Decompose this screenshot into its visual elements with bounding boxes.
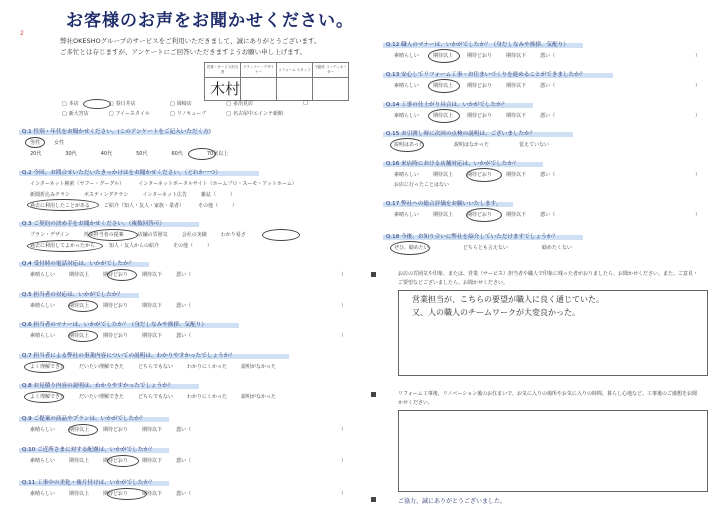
option[interactable]: 期待以上: [69, 333, 90, 339]
option[interactable]: ご紹介（知人・友人・家族・業者）: [104, 203, 185, 209]
option[interactable]: 期待以下: [142, 333, 163, 339]
question-q5: Q.5 担当者の対応は、いかがでしたか？: [22, 290, 123, 298]
comment-2-box[interactable]: [398, 410, 708, 492]
option[interactable]: 期待どおり: [103, 491, 129, 497]
answer-circle: [27, 240, 103, 252]
answer-circle: [466, 168, 502, 182]
staff-cell[interactable]: [277, 78, 313, 101]
option[interactable]: 悪い（: [540, 113, 556, 119]
answer-row: [30, 363, 290, 370]
intro-line-2: ご多忙とは存じますが、アンケートにご回答いただきますようお願い申し上げます。: [60, 48, 307, 56]
option[interactable]: 悪い（: [176, 427, 192, 433]
option[interactable]: ）: [695, 212, 701, 218]
comment-bullet: [371, 392, 376, 397]
answer-circle: [24, 361, 64, 373]
footer-bullet: [371, 497, 376, 502]
answer-row: [30, 393, 290, 400]
question-q18: Q.18 今後、お知り合いに弊社を紹介していただけますでしょうか？: [386, 232, 558, 240]
question-q16: Q.16 来店時における店舗対応は、いかがでしたか？: [386, 159, 519, 167]
option[interactable]: 説明はなかった: [453, 142, 489, 148]
option[interactable]: ）: [341, 272, 347, 278]
staff-header-planner: プランナー・デザイナー: [241, 63, 277, 78]
answer-row: [30, 457, 360, 464]
branch-option[interactable]: □ リノキューブ: [170, 110, 218, 117]
option[interactable]: ）: [695, 83, 701, 89]
answer-circle: [390, 138, 424, 152]
option[interactable]: お店に行ったことはない: [394, 182, 450, 188]
option[interactable]: 期待以下: [142, 303, 163, 309]
option[interactable]: ）: [341, 427, 347, 433]
option[interactable]: 期待以上: [69, 272, 90, 278]
question-q7: Q.7 担当者による弊社の事業内容についての説明は、わかりやすかったでしょうか？: [22, 351, 235, 359]
option[interactable]: 悪い（: [176, 491, 192, 497]
option[interactable]: ぜひ、勧めたい: [394, 245, 429, 251]
option[interactable]: 60代: [171, 151, 183, 157]
option[interactable]: 20代: [30, 151, 42, 157]
option[interactable]: その他（: [198, 203, 219, 209]
staff-cell[interactable]: [241, 78, 277, 101]
option[interactable]: 期待どおり: [467, 212, 493, 218]
branch-option[interactable]: □ 多治見店: [226, 100, 295, 107]
option[interactable]: 70代以上: [206, 151, 229, 157]
option[interactable]: その他（: [173, 243, 194, 249]
option[interactable]: 覚えていない: [518, 142, 549, 148]
option[interactable]: 期待以上: [433, 172, 454, 178]
option[interactable]: 期待以上: [69, 491, 90, 497]
option[interactable]: 悪い（: [540, 53, 556, 59]
option[interactable]: 悪い（: [176, 333, 192, 339]
answer-circle: [107, 269, 137, 281]
comment-bullet: [371, 272, 376, 277]
question-q17: Q.17 弊社への総合評価をお願いいたします。: [386, 199, 501, 207]
branch-option[interactable]: □ アイースタイル: [109, 110, 162, 117]
option[interactable]: 悪い（: [540, 83, 556, 89]
option[interactable]: 30代: [65, 151, 77, 157]
option[interactable]: 期待以上: [433, 113, 454, 119]
option[interactable]: ）: [207, 243, 213, 249]
option[interactable]: ）: [341, 303, 347, 309]
option[interactable]: 素晴らしい: [394, 113, 420, 119]
staff-header-sales: 営業・サービス担当者: [205, 63, 241, 78]
option[interactable]: 知人・友人からの紹介: [109, 243, 160, 249]
branch-option[interactable]: □ 岡崎店: [170, 100, 218, 107]
answer-circle: [107, 488, 147, 500]
question-q1: Q.1 性別・年代をお聞かせください。(このアンケートをご記入いただく方): [22, 127, 211, 135]
option[interactable]: 期待どおり: [467, 172, 493, 178]
answer-circle: [27, 199, 99, 211]
option[interactable]: 勧めたくない: [541, 245, 572, 251]
option[interactable]: 素晴らしい: [394, 83, 420, 89]
option[interactable]: ）: [341, 491, 347, 497]
handwritten-staff-name: 木村: [210, 80, 241, 98]
option[interactable]: 期待どおり: [103, 333, 129, 339]
option[interactable]: ）: [232, 203, 238, 209]
answer-circle: [68, 300, 98, 312]
option[interactable]: 素晴らしい: [30, 458, 56, 464]
answer-circle: [25, 137, 45, 148]
option[interactable]: 50代: [136, 151, 148, 157]
option[interactable]: 期待どおり: [103, 458, 129, 464]
option[interactable]: 過去に利用してよかったから: [30, 243, 96, 249]
option[interactable]: 40代: [100, 151, 113, 157]
option[interactable]: わかりにくかった: [186, 364, 227, 370]
question-q4: Q.4 受付時の電話対応は、いかがでしたか？: [22, 259, 134, 267]
staff-header-reform: リフォーム スタッフ: [277, 63, 313, 78]
answer-circle: [88, 229, 138, 241]
question-q2: Q.2 今回、お問合せいただいたきっかけはをお聞かせください。（どれか一つ）: [22, 168, 221, 176]
intro-line-1: 弊社OKESHOグループのサービスをご利用いただきまして、誠にありがとうございます。: [60, 37, 321, 45]
option[interactable]: 営業担当者の提案: [83, 232, 124, 238]
option[interactable]: 期待以下: [506, 212, 527, 218]
option[interactable]: 期待どおり: [467, 83, 493, 89]
option[interactable]: 期待以上: [433, 83, 454, 89]
comment-1-handwriting-1: 営業担当が、こちらの要望が職人に良く通じていた。: [412, 295, 604, 304]
option[interactable]: 期待以下: [142, 427, 163, 433]
option[interactable]: ポスティングチラシ: [84, 192, 129, 198]
option[interactable]: 期待どおり: [103, 303, 129, 309]
option[interactable]: 素晴らしい: [30, 272, 56, 278]
option[interactable]: 期待どおり: [103, 427, 129, 433]
option[interactable]: 期待どおり: [467, 53, 493, 59]
option[interactable]: どちらでもない: [138, 364, 173, 370]
option[interactable]: 会社の実績: [181, 232, 207, 238]
option[interactable]: 期待以上: [69, 458, 90, 464]
answer-circle: [107, 455, 139, 467]
option[interactable]: よく理解できた: [30, 364, 66, 370]
option[interactable]: 過去に利用したことがある: [30, 203, 91, 209]
question-q10: Q.10 ご近所さまに対する配慮は、いかがでしたか？: [22, 445, 155, 453]
option[interactable]: どちらでもない: [138, 394, 173, 400]
option[interactable]: 悪い（: [176, 303, 192, 309]
option[interactable]: インターネット検索（ヤフー・グーグル）: [30, 181, 125, 187]
answer-row: [30, 490, 360, 497]
option[interactable]: 期待以下: [142, 458, 163, 464]
option[interactable]: ）: [695, 172, 701, 178]
option[interactable]: 悪い（: [176, 458, 192, 464]
answer-circle: [24, 391, 64, 403]
intro-text: [60, 36, 360, 58]
option[interactable]: 悪い（: [540, 172, 556, 178]
option[interactable]: ）: [695, 53, 701, 59]
option[interactable]: 説明はあった: [394, 142, 424, 148]
option[interactable]: 期待以下: [142, 491, 163, 497]
option[interactable]: 期待以下: [506, 53, 527, 59]
option[interactable]: 期待以上: [69, 303, 90, 309]
option[interactable]: インターネット広告: [142, 192, 187, 198]
option[interactable]: 素晴らしい: [30, 303, 56, 309]
option[interactable]: どちらとも言えない: [462, 245, 508, 251]
option[interactable]: 期待以下: [142, 272, 163, 278]
answer-row: [394, 211, 714, 218]
option[interactable]: 男性: [30, 140, 41, 146]
question-q3: Q.3 ご契約の決め手をお聞かせください。（複数回答可）: [22, 219, 165, 227]
option[interactable]: 素晴らしい: [30, 491, 56, 497]
option[interactable]: だいたい理解できた: [79, 364, 125, 370]
option[interactable]: 悪い（: [176, 272, 192, 278]
branch-option[interactable]: □ 名古屋中エインテ新館: [226, 110, 295, 117]
option[interactable]: ）: [341, 458, 347, 464]
answer-circle: [68, 330, 98, 342]
question-q15: Q.15 お引渡し時に次回の点検の説明は、ございましたか？: [386, 129, 535, 137]
option[interactable]: よく理解できた: [30, 394, 66, 400]
answer-circle: [83, 99, 111, 109]
option[interactable]: プラン・デザイン: [30, 232, 70, 238]
option[interactable]: 期待以下: [506, 83, 527, 89]
option[interactable]: 期待どおり: [467, 113, 493, 119]
answer-circle: [262, 229, 300, 241]
option[interactable]: 説明がなかった: [241, 364, 277, 370]
answer-circle: [188, 148, 216, 160]
option[interactable]: 期待以上: [433, 212, 454, 218]
answer-row: [30, 271, 360, 278]
staff-cell[interactable]: [313, 78, 349, 101]
comment-1-prompt: お店の雰囲気や印象、または、営業（サービス）担当者や職人で印象に残った者がおりましたら、お聞かせください。また、ご意見・ご要望などございましたら、お聞かせください。: [398, 271, 699, 286]
option[interactable]: 素晴らしい: [30, 333, 56, 339]
comment-1-handwriting-2: 又、人の職人のチームワークが大変良かった。: [412, 308, 580, 317]
option[interactable]: わかりにくかった: [186, 394, 227, 400]
option[interactable]: だいたい理解できた: [79, 394, 125, 400]
question-q13: Q.13 安心してリフォーム工事・お住まいづくりを進めることができましたか？: [386, 70, 585, 78]
question-q12: Q.12 職人のマナーは、いかがでしたか？（身だしなみや挨拶、気配り）: [386, 40, 569, 48]
question-q9: Q.9 ご提案の商品やプランは、いかがでしたか？: [22, 414, 145, 422]
option[interactable]: 素晴らしい: [394, 212, 420, 218]
option[interactable]: 期待以上: [433, 53, 454, 59]
option[interactable]: 店舗の雰囲気: [137, 232, 168, 238]
answer-circle: [428, 49, 460, 63]
option[interactable]: 素晴らしい: [394, 172, 420, 178]
option[interactable]: 説明がなかった: [241, 394, 277, 400]
option[interactable]: わかり易さ: [220, 232, 246, 238]
option[interactable]: 悪い（: [540, 212, 556, 218]
branch-option[interactable]: □ 本店: [62, 100, 101, 107]
question-q6: Q.6 担当者のマナーは、いかがでしたか？（身だしなみや挨拶、気配り）: [22, 320, 207, 328]
option[interactable]: 素晴らしい: [394, 53, 420, 59]
answer-circle: [428, 109, 460, 123]
option[interactable]: 雑誌（: [200, 192, 216, 198]
branch-option[interactable]: □ 新大宮店: [62, 110, 101, 117]
question-q11: Q.11 工事中の美化・後片付けは、いかがでしたか？: [22, 478, 155, 486]
comment-2-prompt: リフォーム工事後、リノベーション後のお住まいで、お気に入りの場所やお気に入りの時間、暮らし心地など、工事後のご感想をお聞かせください。: [398, 391, 698, 406]
branch-option[interactable]: □ 春日井店: [109, 100, 162, 107]
option[interactable]: 女性: [54, 140, 65, 146]
staff-header-realestate: 不動産 コーディネーター: [313, 63, 349, 78]
answer-circle: [428, 79, 460, 93]
option[interactable]: ）: [230, 192, 236, 198]
footer-thanks: ご協力、誠にありがとうございました。: [398, 498, 507, 505]
question-q8: Q.8 お見積り内容の説明は、わかりやすかったでしょうか？: [22, 381, 173, 389]
option[interactable]: インターネットポータルサイト（ホームプロ・スーモ・アットホーム）: [138, 181, 297, 187]
option[interactable]: 期待以下: [506, 172, 527, 178]
option[interactable]: ）: [695, 113, 701, 119]
option[interactable]: 新聞折込みチラシ: [30, 192, 71, 198]
answer-circle: [466, 208, 502, 222]
option[interactable]: ）: [341, 333, 347, 339]
answer-circle: [68, 424, 98, 436]
option[interactable]: 期待以下: [506, 113, 527, 119]
answer-row: [394, 171, 714, 178]
page-number: 2: [20, 30, 24, 37]
option[interactable]: 素晴らしい: [30, 427, 56, 433]
option[interactable]: 期待どおり: [103, 272, 129, 278]
answer-circle: [390, 241, 430, 255]
option[interactable]: 期待以上: [69, 427, 90, 433]
question-q14: Q.14 工事の仕上がり具合は、いかがでしたか？: [386, 100, 507, 108]
page-title: お客様のお声をお聞かせください。: [66, 11, 354, 31]
